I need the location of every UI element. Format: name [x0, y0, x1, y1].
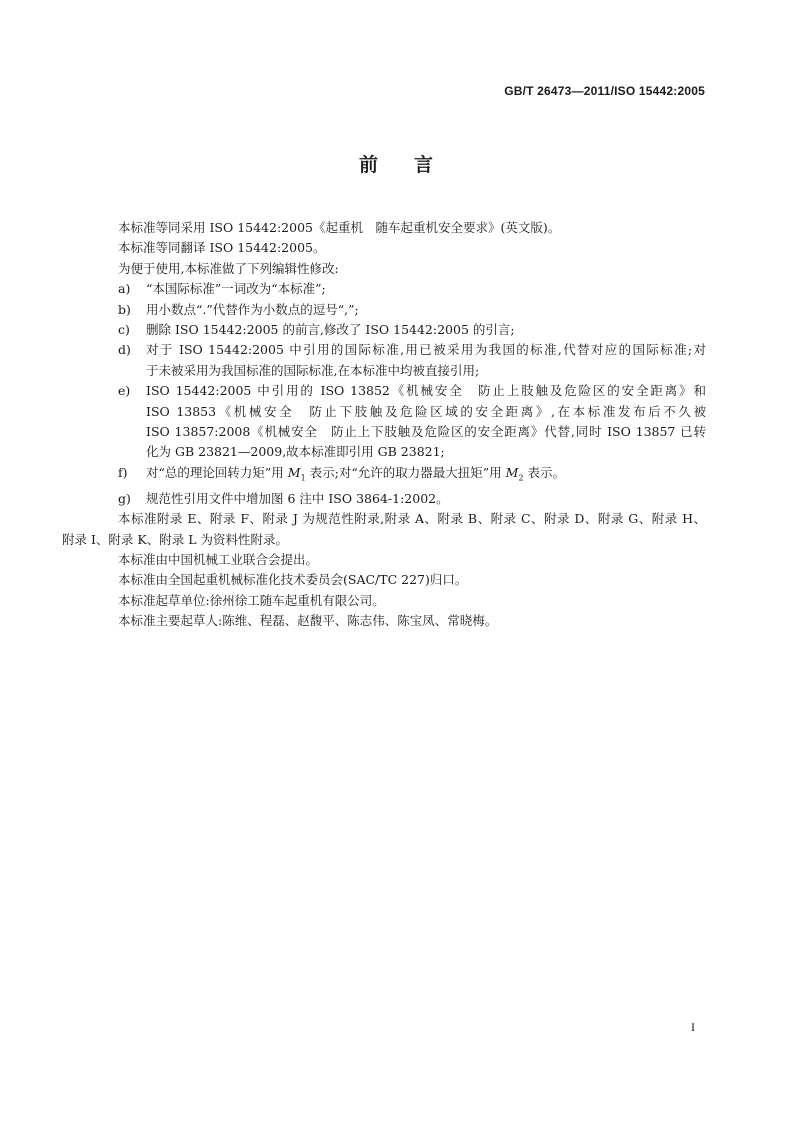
- list-label: b): [118, 301, 131, 317]
- paragraph-translation: 本标准等同翻译 ISO 15442:2005。: [118, 240, 326, 256]
- list-text: 规范性引用文件中增加图 6 注中 ISO 3864-1:2002。: [146, 490, 449, 506]
- list-item-e: [90, 381, 706, 463]
- annex-line: 本标准附录 E、附录 F、附录 J 为规范性附录,附录 A、附录 B、附录 C、附录 D、附录 G、附录 H、: [118, 511, 706, 527]
- list-text: 用小数点“.”代替作为小数点的逗号“,”;: [146, 301, 359, 317]
- list-item-f: [90, 463, 706, 489]
- paragraph-drafters: 本标准主要起草人:陈维、程磊、赵馥平、陈志伟、陈宝凤、常晓梅。: [118, 613, 498, 629]
- symbol-subscript: 2: [518, 473, 524, 483]
- foreword-body: [62, 218, 706, 632]
- list-item-d: [90, 340, 706, 381]
- title-char-2: 言: [414, 154, 436, 176]
- list-text-line: 对于 ISO 15442:2005 中引用的国际标准,用已被采用为我国的标准,代替对应的国际标准;对: [146, 342, 706, 358]
- paragraph-adoption: 本标准等同采用 ISO 15442:2005《起重机 随车起重机安全要求》(英文版)。: [118, 220, 561, 235]
- list-label: c): [118, 322, 130, 338]
- list-text-line: ISO 15442:2005 中引用的 ISO 13852《机械安全 防止上肢触及危险区的安全距离》和: [146, 383, 706, 399]
- list-text: 删除 ISO 15442:2005 的前言,修改了 ISO 15442:2005 的引言;: [146, 322, 515, 338]
- paragraph-proposed: 本标准由中国机械工业联合会提出。: [118, 552, 319, 567]
- list-text-part: 对“总的理论回转力矩”用: [146, 464, 288, 480]
- list-item-b: [90, 300, 706, 320]
- list-label: f): [118, 464, 128, 480]
- list-item-c: [90, 320, 706, 340]
- list-label: g): [118, 490, 131, 506]
- list-text-line: ISO 13853《机械安全 防止下肢触及危险区域的安全距离》,在本标准发布后不久被: [146, 403, 706, 419]
- list-label: a): [118, 281, 131, 297]
- annex-line: 附录 I、附录 K、附录 L 为资料性附录。: [62, 531, 288, 547]
- list-text-line: 于未被采用为我国标准的国际标准,在本标准中均被直接引用;: [146, 362, 480, 378]
- page-title: [0, 150, 794, 177]
- list-label: d): [118, 342, 131, 358]
- paragraph-drafting-unit: 本标准起草单位:徐州徐工随车起重机有限公司。: [118, 592, 385, 608]
- list-text-part: 表示;对“允许的取力器最大扭矩”用: [305, 464, 506, 480]
- list-text-part: 表示。: [523, 464, 566, 480]
- symbol-m: M: [287, 464, 301, 480]
- symbol-m: M: [505, 464, 519, 480]
- list-text-line: 化为 GB 23821—2009,故本标准即引用 GB 23821;: [146, 444, 445, 460]
- list-item-a: [90, 279, 706, 299]
- list-text: “本国际标准”一词改为“本标准”;: [146, 281, 326, 297]
- symbol-subscript: 1: [300, 473, 306, 483]
- list-text-line: ISO 13857:2008《机械安全 防止上下肢触及危险区的安全距离》代替,同时 ISO 13857 已转: [146, 424, 706, 440]
- standard-code-header: GB/T 26473—2011/ISO 15442:2005: [504, 84, 705, 98]
- list-text: [146, 464, 566, 483]
- paragraph-edits-intro: 为便于使用,本标准做了下列编辑性修改:: [118, 260, 339, 276]
- title-char-1: 前: [358, 154, 380, 176]
- page-number: I: [691, 1020, 695, 1034]
- list-label: e): [118, 383, 131, 399]
- list-item-g: [90, 489, 706, 509]
- paragraph-annex: [62, 509, 706, 550]
- paragraph-centralized: 本标准由全国起重机械标准化技术委员会(SAC/TC 227)归口。: [118, 572, 468, 588]
